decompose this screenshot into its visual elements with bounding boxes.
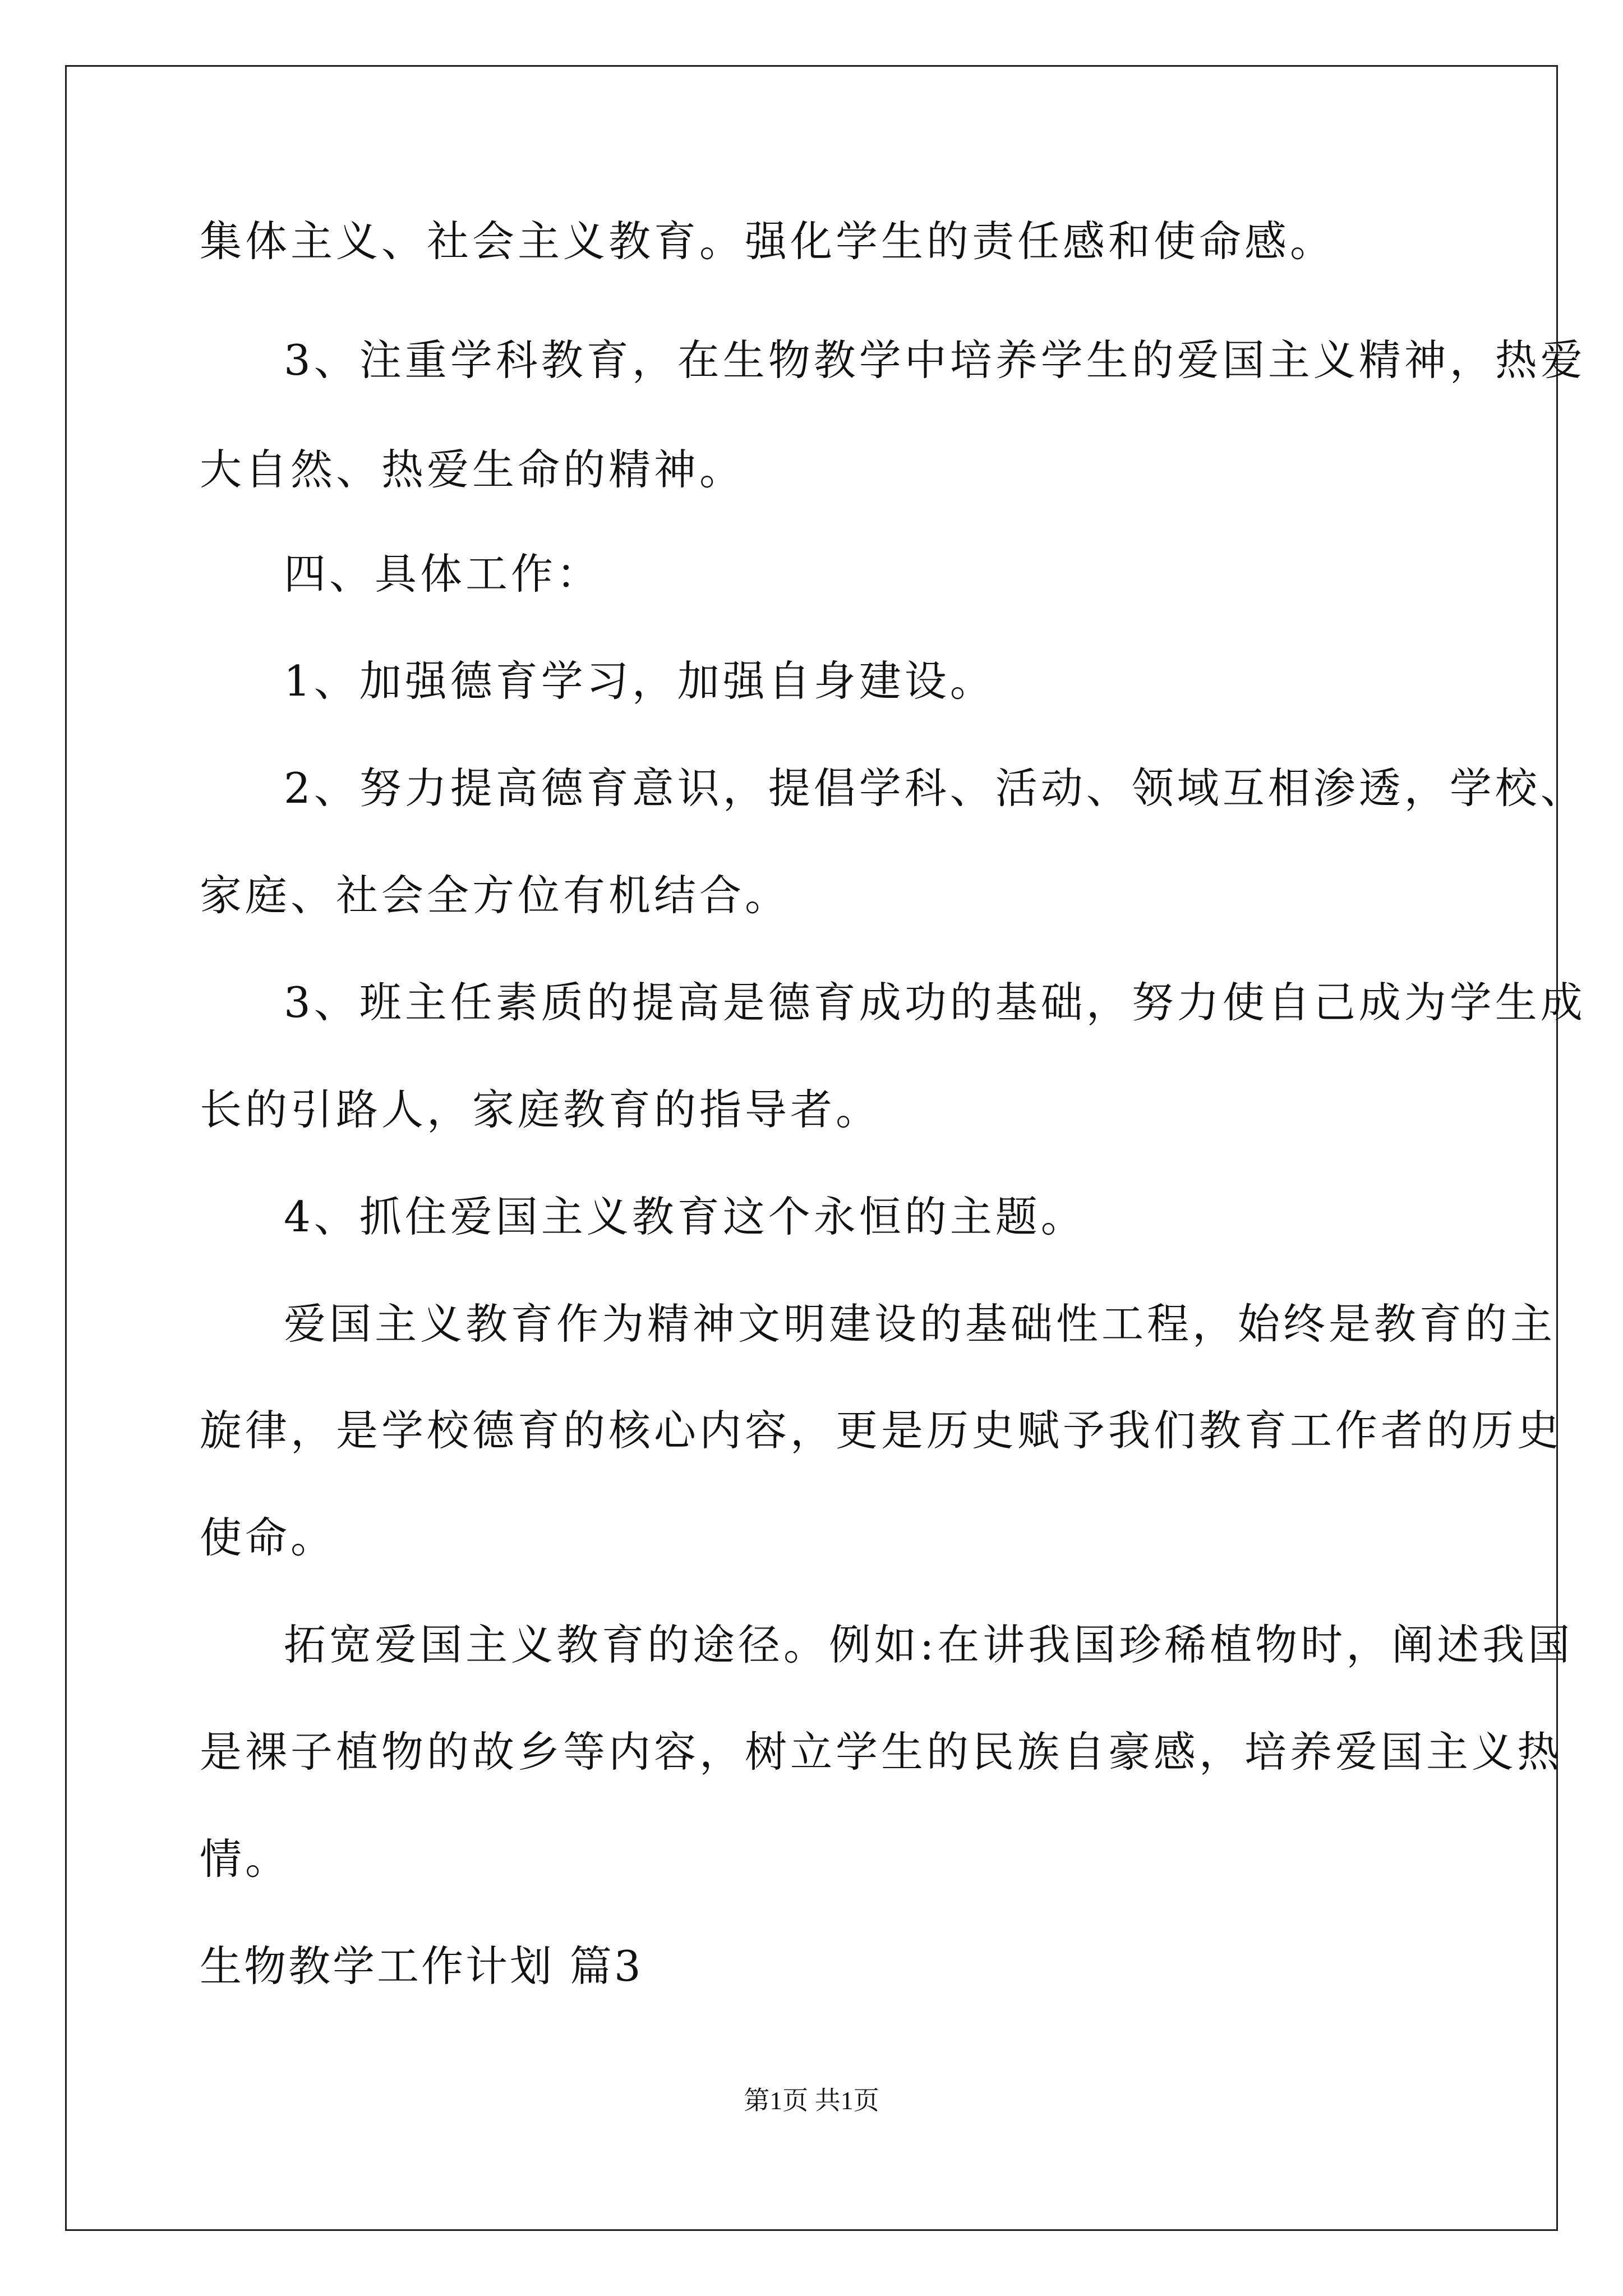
section-heading: 生物教学工作计划 篇3 [200, 1941, 643, 1991]
text-line: 四、具体工作： [284, 549, 602, 599]
text-line: 拓宽爱国主义教育的途径。例如:在讲我国珍稀植物时，阐述我国 [284, 1620, 1574, 1669]
text-line: 家庭、社会全方位有机结合。 [200, 871, 791, 920]
text-line: 使命。 [200, 1513, 336, 1562]
text-line: 集体主义、社会主义教育。强化学生的责任感和使命感。 [200, 217, 1336, 266]
page-footer: 第1页 共1页 [744, 2086, 879, 2115]
text-line: 3、注重学科教育，在生物教学中培养学生的爱国主义精神，热爱 [284, 335, 1586, 385]
text-line: 旋律，是学校德育的核心内容，更是历史赋予我们教育工作者的历史 [200, 1406, 1563, 1455]
text-line: 1、加强德育学习，加强自身建设。 [284, 656, 995, 706]
text-line: 3、班主任素质的提高是德育成功的基础，努力使自己成为学生成 [284, 978, 1586, 1027]
text-line: 是裸子植物的故乡等内容，树立学生的民族自豪感，培养爱国主义热 [200, 1727, 1563, 1777]
text-line: 爱国主义教育作为精神文明建设的基础性工程，始终是教育的主 [284, 1299, 1556, 1349]
page-border [65, 65, 1558, 2231]
text-line: 长的引路人，家庭教育的指导者。 [200, 1085, 882, 1134]
text-line: 4、抓住爱国主义教育这个永恒的主题。 [284, 1192, 1086, 1241]
text-line: 大自然、热爱生命的精神。 [200, 445, 745, 494]
text-line: 情。 [200, 1834, 291, 1884]
text-line: 2、努力提高德育意识，提倡学科、活动、领域互相渗透，学校、 [284, 763, 1586, 813]
